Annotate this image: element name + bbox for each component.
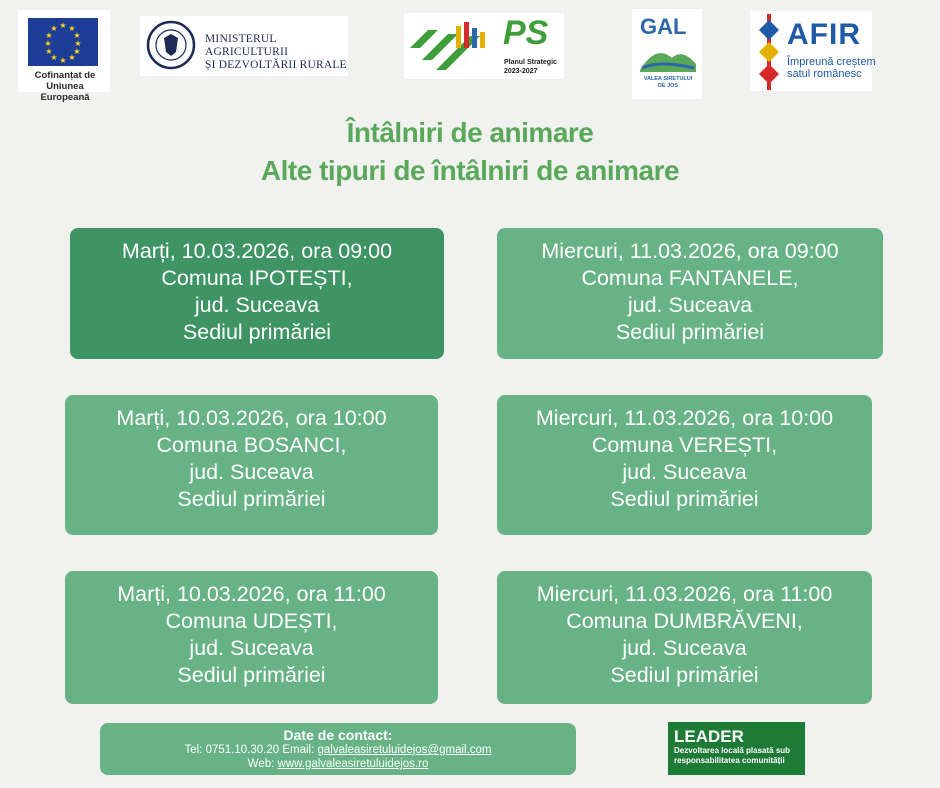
meeting-date: Marți, 10.03.2026, ora 10:00 — [116, 406, 387, 430]
meeting-venue: Sediul primăriei — [177, 487, 326, 511]
gal-title: GAL — [640, 14, 687, 39]
svg-text:★: ★ — [50, 24, 58, 33]
website-link[interactable]: www.galvaleasiretuluidejos.ro — [277, 758, 429, 770]
afir-title: AFIR — [787, 18, 861, 51]
leader-badge — [668, 722, 805, 775]
meeting-card — [497, 228, 883, 359]
svg-text:★: ★ — [73, 47, 81, 56]
meeting-date: Miercuri, 11.03.2026, ora 09:00 — [541, 239, 839, 263]
ministry-name: MINISTERUL AGRICULTURII ȘI DEZVOLTĂRII RURALE — [205, 33, 347, 71]
page-title: Întâlniri de animare — [346, 117, 594, 148]
meeting-county: jud. Suceava — [627, 293, 753, 317]
svg-text:★: ★ — [73, 31, 81, 40]
leader-caption-line1: Dezvoltarea locală plasată sub — [674, 746, 791, 755]
meeting-commune: Comuna DUMBRĂVENI, — [566, 609, 803, 633]
meeting-county: jud. Suceava — [194, 293, 320, 317]
meeting-card — [65, 571, 438, 704]
meeting-date: Miercuri, 11.03.2026, ora 11:00 — [536, 582, 833, 606]
leader-title: LEADER — [674, 727, 744, 746]
svg-text:★: ★ — [74, 39, 82, 48]
meeting-card — [70, 228, 444, 359]
meeting-date: Marți, 10.03.2026, ora 09:00 — [121, 239, 393, 263]
meeting-county: jud. Suceava — [189, 460, 314, 484]
meeting-county: jud. Suceava — [622, 460, 747, 484]
meeting-venue: Sediul primăriei — [610, 487, 759, 511]
svg-text:★: ★ — [68, 53, 76, 62]
meeting-card — [497, 571, 872, 704]
ps-caption: Planul Strategic 2023-2027 — [504, 59, 557, 75]
afir-slogan: Împreună creștem satul românesc — [787, 56, 876, 80]
contact-heading: Date de contact: — [283, 727, 393, 743]
meeting-county: jud. Suceava — [622, 636, 747, 660]
ps-letters: PS — [503, 14, 549, 52]
meeting-commune: Comuna BOSANCI, — [156, 433, 347, 457]
svg-text:★: ★ — [45, 31, 53, 40]
meeting-commune: Comuna VEREȘTI, — [591, 433, 778, 457]
meeting-card — [497, 395, 872, 535]
svg-text:★: ★ — [68, 24, 76, 33]
eu-caption: Cofinanțat de Uniunea Europeană — [34, 70, 96, 103]
ps-stripes-icon — [408, 18, 496, 81]
afir-ornament-icon — [754, 14, 784, 95]
meeting-venue: Sediul primăriei — [615, 320, 765, 344]
page-subtitle: Alte tipuri de întâlniri de animare — [260, 155, 680, 186]
email-link[interactable]: galvaleasiretuluidejos@gmail.com — [317, 744, 492, 756]
gal-caption: VALEA SIRETULUI DE JOS — [643, 76, 693, 89]
leader-caption-line2: responsabilitatea comunității — [674, 755, 785, 765]
meeting-commune: Comuna UDEȘTI, — [165, 609, 338, 633]
meeting-venue: Sediul primăriei — [177, 663, 326, 687]
romanian-government-seal-icon — [146, 20, 196, 70]
meeting-date: Marți, 10.03.2026, ora 11:00 — [117, 582, 386, 606]
eu-flag-icon — [28, 18, 98, 66]
meeting-date: Miercuri, 11.03.2026, ora 10:00 — [535, 406, 834, 430]
meeting-venue: Sediul primăriei — [610, 663, 759, 687]
meeting-commune: Comuna FANTANELE, — [581, 266, 799, 290]
svg-text:★: ★ — [59, 56, 67, 65]
svg-text:★: ★ — [44, 39, 52, 48]
svg-text:★: ★ — [45, 47, 53, 56]
svg-text:★: ★ — [50, 53, 58, 62]
gal-landscape-icon — [638, 40, 698, 79]
contact-box — [100, 723, 576, 775]
contact-phone-email: Tel: 0751.10.30.20 Email: galvaleasiretuluidejos@gmail.com — [184, 744, 492, 756]
contact-web: Web: www.galvaleasiretuluidejos.ro — [247, 758, 429, 770]
meeting-venue: Sediul primăriei — [182, 320, 332, 344]
meeting-card — [65, 395, 438, 535]
meeting-commune: Comuna IPOTEȘTI, — [161, 266, 353, 290]
svg-text:★: ★ — [59, 21, 67, 30]
meeting-county: jud. Suceava — [189, 636, 314, 660]
